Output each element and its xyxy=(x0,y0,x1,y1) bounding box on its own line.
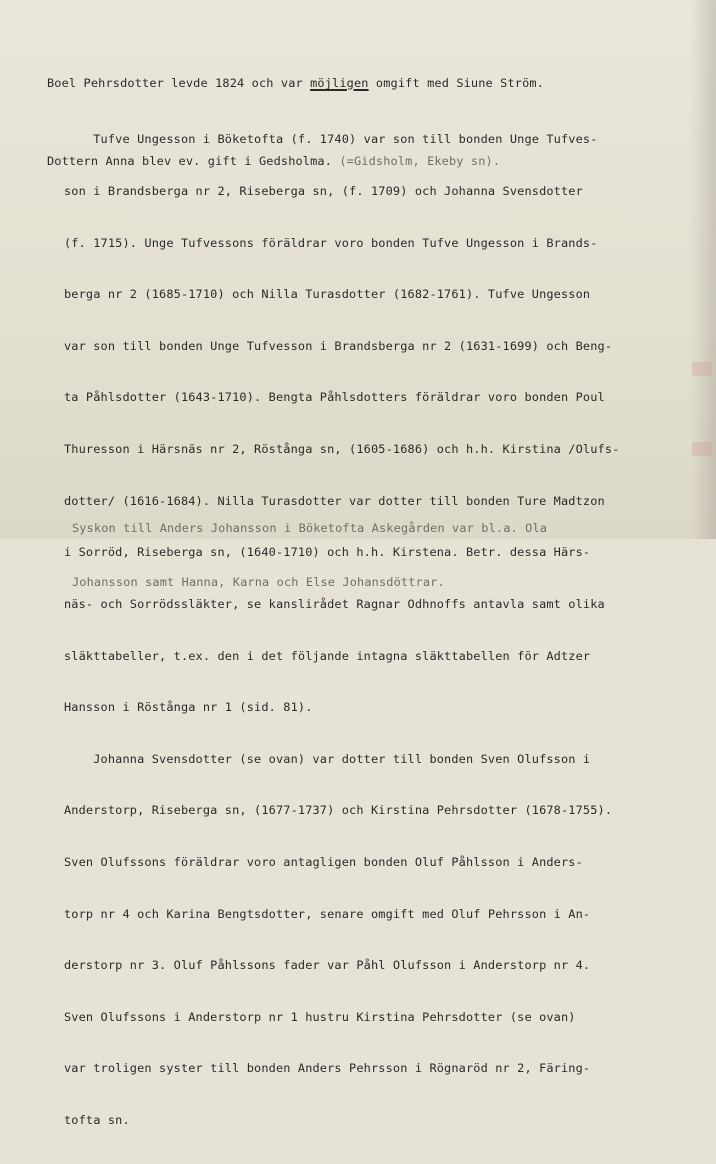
text-line: torp nr 4 och Karina Bengtsdotter, senare omgift med Oluf Pehrsson i An- xyxy=(64,906,591,921)
text-line: i Sorröd, Riseberga sn, (1640-1710) och h.h. Kirstena. Betr. dessa Härs- xyxy=(64,545,591,560)
text-line: Tufve Ungesson i Böketofta (f. 1740) var son till bonden Unge Tufves- xyxy=(64,132,598,147)
text-line: ta Påhlsdotter (1643-1710). Bengta Påhlsdotters föräldrar voro bonden Poul xyxy=(64,390,605,405)
text-line: tofta sn. xyxy=(64,1112,130,1127)
text-line: näs- och Sorrödssläkter, se kanslirådet Ragnar Odhnoffs antavla samt olika xyxy=(64,596,605,611)
outro-paragraph xyxy=(72,483,547,627)
text-line: Thuresson i Härsnäs nr 2, Röstånga sn, (1605-1686) och h.h. Kirstina /Olufs- xyxy=(64,442,620,457)
text-line: derstorp nr 3. Oluf Påhlssons fader var Påhl Olufsson i Anderstorp nr 4. xyxy=(64,958,591,973)
intro-line-2: Dottern Anna blev ev. gift i Gedsholma. (=Gidsholm, Ekeby sn). xyxy=(47,154,501,168)
bleed-through-mark xyxy=(692,442,712,456)
text-line: (f. 1715). Unge Tufvessons föräldrar voro bonden Tufve Ungesson i Brands- xyxy=(64,235,598,250)
bleed-through-mark xyxy=(692,362,712,376)
text-line: son i Brandsberga nr 2, Riseberga sn, (f. 1709) och Johanna Svensdotter xyxy=(64,184,583,199)
underlined-word: möjligen xyxy=(310,76,369,90)
text-line: Sven Olufssons i Anderstorp nr 1 hustru Kirstina Pehrsdotter (se ovan) xyxy=(64,1009,576,1024)
text-line: var troligen syster till bonden Anders Pehrsson i Rögnaröd nr 2, Färing- xyxy=(64,1061,591,1076)
text-line: Sven Olufssons föräldrar voro antagligen bonden Oluf Påhlsson i Anders- xyxy=(64,854,583,869)
text-line: dotter/ (1616-1684). Nilla Turasdotter var dotter till bonden Ture Madtzon xyxy=(64,493,605,508)
page-shadow-edge xyxy=(690,0,716,539)
text-line: var son till bonden Unge Tufvesson i Brandsberga nr 2 (1631-1699) och Beng- xyxy=(64,338,613,353)
text-line: Johanna Svensdotter (se ovan) var dotter till bonden Sven Olufsson i xyxy=(64,751,591,766)
text-line: släkttabeller, t.ex. den i det följande intagna släkttabellen för Adtzer xyxy=(64,648,591,663)
main-text-block xyxy=(64,97,619,1164)
faded-note: (=Gidsholm, Ekeby sn). xyxy=(339,154,501,168)
outro-line: Johansson samt Hanna, Karna och Else Johansdöttrar. xyxy=(72,575,445,589)
text-line: Anderstorp, Riseberga sn, (1677-1737) och Kirstina Pehrsdotter (1678-1755). xyxy=(64,803,613,818)
text-line: berga nr 2 (1685-1710) och Nilla Turasdotter (1682-1761). Tufve Ungesson xyxy=(64,287,591,302)
outro-line: Syskon till Anders Johansson i Böketofta Askegården var bl.a. Ola xyxy=(72,521,548,535)
text-line: Hansson i Röstånga nr 1 (sid. 81). xyxy=(64,700,313,715)
intro-line-1: Boel Pehrsdotter levde 1824 och var möjligen omgift med Siune Ström. xyxy=(47,76,545,90)
